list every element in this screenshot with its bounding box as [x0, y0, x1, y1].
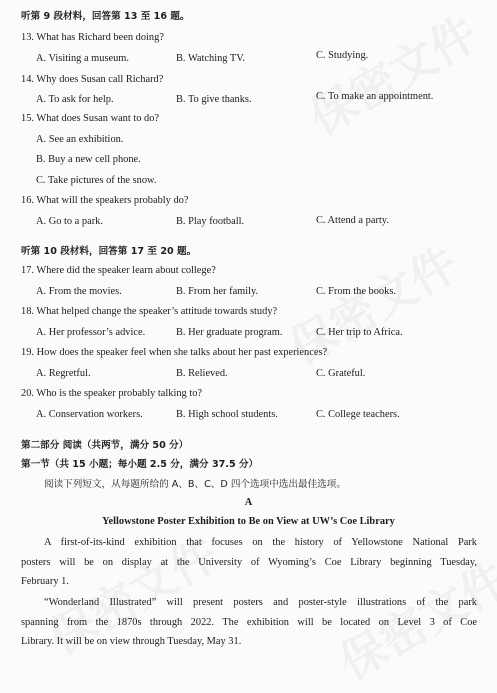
option-a: A. Her professor’s advice.	[36, 327, 146, 338]
option-b: B. High school students.	[176, 409, 278, 420]
passage-line: “Wonderland Illustrated” will present posters and poster-style illustrations of the park	[44, 597, 477, 608]
passage-label: A	[244, 497, 253, 508]
passage-line: February 1.	[21, 576, 69, 587]
option-a: A. From the movies.	[36, 286, 122, 297]
option-a: A. Regretful.	[36, 368, 91, 379]
instructions: 阅读下列短文，从每题所给的 A、B、C、D 四个选项中选出最佳选项。	[44, 479, 346, 490]
part-header: 第二部分 阅读（共两节，满分 50 分）	[21, 440, 189, 451]
section-header: 第一节（共 15 小题；每小题 2.5 分，满分 37.5 分）	[21, 459, 259, 470]
option-b: B. Play football.	[176, 216, 245, 227]
question-stem: 13. What has Richard been doing?	[21, 32, 164, 43]
option-a: A. Visiting a museum.	[36, 53, 129, 64]
question-stem: 20. Who is the speaker probably talking to?	[21, 388, 203, 399]
option-b: B. Her graduate program.	[176, 327, 283, 338]
option-b: B. From her family.	[176, 286, 259, 297]
option-c: C. College teachers.	[316, 409, 400, 420]
option-c: C. Grateful.	[316, 368, 366, 379]
passage-title: Yellowstone Poster Exhibition to Be on View at UW’s Coe Library	[102, 516, 395, 527]
option-a: A. Conservation workers.	[36, 409, 143, 420]
option-c: C. From the books.	[316, 286, 396, 297]
watermark-stamp	[296, 0, 488, 148]
passage-line: A first-of-its-kind exhibition that focuses on the history of Yellowstone National Park	[44, 537, 477, 548]
passage-line: spanning from the 1870s through 2022. The exhibition will be located on Level 3 of Coe	[21, 617, 477, 628]
question-stem: 15. What does Susan want to do?	[21, 113, 160, 124]
option-c: C. To make an appointment.	[316, 91, 434, 102]
option-c: C. Take pictures of the snow.	[36, 175, 157, 186]
passage-line: Library. It will be on view through Tuesday, May 31.	[21, 636, 242, 647]
question-stem: 18. What helped change the speaker’s attitude towards study?	[21, 306, 278, 317]
option-c: C. Studying.	[316, 50, 369, 61]
section-header: 听第 9 段材料，回答第 13 至 16 题。	[21, 11, 190, 22]
option-b: B. To give thanks.	[176, 94, 252, 105]
option-b: B. Buy a new cell phone.	[36, 154, 141, 165]
option-a: A. To ask for help.	[36, 94, 114, 105]
option-c: C. Her trip to Africa.	[316, 327, 403, 338]
question-stem: 16. What will the speakers probably do?	[21, 195, 189, 206]
passage-line: posters will be on display at the University of Wyoming’s Coe Library beginning Tuesday,	[21, 557, 477, 568]
option-a: A. See an exhibition.	[36, 134, 124, 145]
option-b: B. Relieved.	[176, 368, 228, 379]
section-header: 听第 10 段材料，回答第 17 至 20 题。	[21, 246, 197, 257]
question-stem: 14. Why does Susan call Richard?	[21, 74, 164, 85]
option-c: C. Attend a party.	[316, 215, 389, 226]
question-stem: 17. Where did the speaker learn about college?	[21, 265, 216, 276]
question-stem: 19. How does the speaker feel when she talks about her past experiences?	[21, 347, 328, 358]
option-a: A. Go to a park.	[36, 216, 103, 227]
option-b: B. Watching TV.	[176, 53, 246, 64]
